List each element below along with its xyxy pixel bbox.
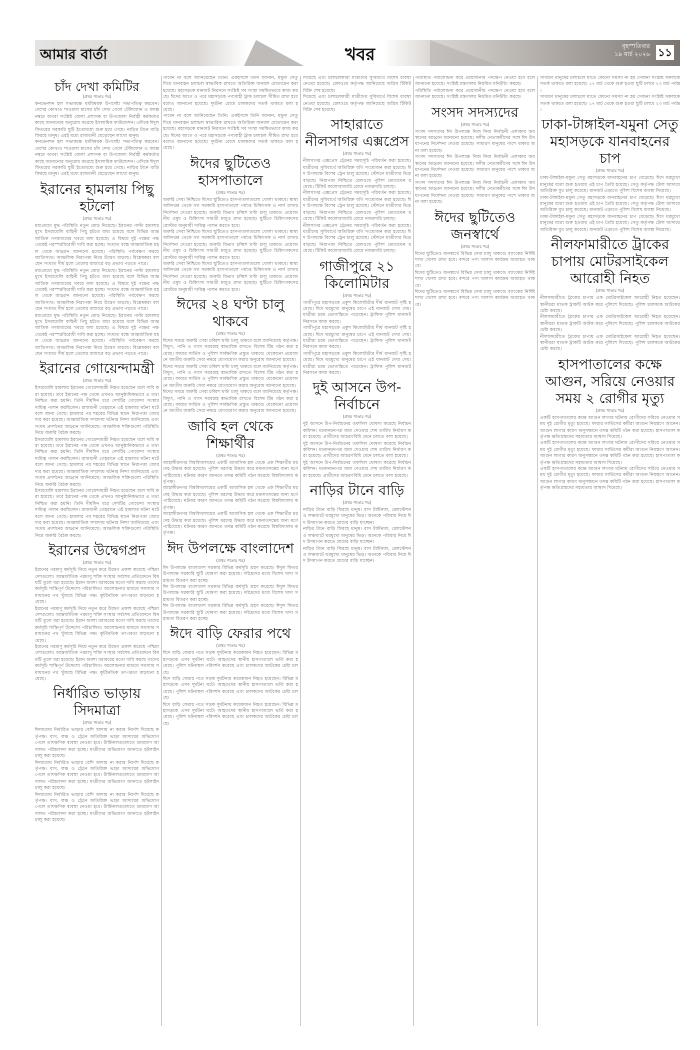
article-headline[interactable]: নাড়ির টানে বাড়ি [309, 483, 405, 500]
article-body: ঈদে বাড়ি ফেরার পথে সড়ক দুর্ঘটনায় কয়েকজন নিহত হয়েছেন। বিভিন্ন মহাসড়কে এসব দুর্ঘটনা ঘটে। আহতদের স্থানীয় হাসপাতালে ভর্তি করা হয়েছে। পুলিশ ঘটনাস্থল পরিদর্শন করেছে এবং চালকদের আটকের চেষ্টা চলছে। [163, 702, 298, 727]
continuation-tag: (প্রথম পাতার পর) [82, 94, 112, 99]
column-divider [161, 76, 162, 1026]
continuation-tag: (প্রথম পাতার পর) [460, 121, 490, 127]
masthead-decoration [430, 40, 500, 66]
article-body: ঢাকা-টাঙ্গাইল-যমুনা সেতু মহাসড়কে যানবাহনের চাপ বেড়েছে। ঈদে ঘরমুখো মানুষের যাত্রা শুরু হওয়ায় এই চাপ তৈরি হয়েছে। সেতু কর্তৃপক্ষ টোল আদায়ে অতিরিক্ত বুথ চালু করেছে। যানজট এড়াতে পুলিশ বিশেষ ব্যবস্থা নিয়েছে। [540, 195, 680, 214]
issue-date-text: ১৯ মার্চ ২০২৬ [614, 51, 650, 58]
article-headline[interactable]: ঈদের ২৪ ঘণ্টা চালু থাকবে [176, 296, 285, 330]
article-body: ঈদের সময়ে জরুরি সেবা চব্বিশ ঘণ্টা চালু থাকবে বলে জানিয়েছে কর্তৃপক্ষ। বিদ্যুৎ, পানি ও গ্যাস সরবরাহ স্বাভাবিক রাখতে বিশেষ টিম গঠন করা হয়েছে। ফায়ার সার্ভিস ও পুলিশ সার্বক্ষণিক প্রস্তুত থাকবে। যেকোনো প্রয়োজনে জাতীয় জরুরি সেবা নম্বরে যোগাযোগ করার অনুরোধ জানানো হয়েছে। [163, 338, 298, 364]
article-body: ঢাকা-টাঙ্গাইল-যমুনা সেতু মহাসড়কে যানবাহনের চাপ বেড়েছে। ঈদে ঘরমুখো মানুষের যাত্রা শুরু হওয়ায় এই চাপ তৈরি হয়েছে। সেতু কর্তৃপক্ষ টোল আদায়ে অতিরিক্ত বুথ চালু করেছে। যানজট এড়াতে পুলিশ বিশেষ ব্যবস্থা নিয়েছে। [540, 214, 680, 233]
article-body: ঈদে বাড়ি ফেরার পথে সড়ক দুর্ঘটনায় কয়েকজন নিহত হয়েছেন। বিভিন্ন মহাসড়কে এসব দুর্ঘটনা ঘটে। আহতদের স্থানীয় হাসপাতালে ভর্তি করা হয়েছে। পুলিশ ঘটনাস্থল পরিদর্শন করেছে এবং চালকদের আটকের চেষ্টা চলছে। [163, 677, 298, 702]
article-body: নাড়ির টানে বাড়ি ফিরছে মানুষ। বাস টার্মিনাল, রেলস্টেশন ও লঞ্চঘাটে ঘরমুখো মানুষের ভিড়। অনেকে পরিবার নিয়ে ঈদ উদযাপন করতে গ্রামের বাড়ি যাচ্ছেন। [303, 527, 411, 546]
article [303, 76, 411, 114]
article-body: দিয়েছে এবং চলাচলকারী যাত্রীদের সুবিধার্থে বিশেষ ব্যবস্থা নেওয়া হয়েছে। রেলওয়ে কর্তৃপক্ষ জানিয়েছে অগ্রিম টিকিট বিক্রি শেষ হয়েছে। [303, 76, 411, 94]
article [35, 79, 159, 179]
article-body: ইসরায়েলি হামলায় ইরানের গোয়েন্দামন্ত্রী নিহত হয়েছেন বলে দাবি করা হয়েছে। তবে ইরানের পক্ষ থেকে এখনও আনুষ্ঠানিকভাবে এ তথ্য নিশ্চিত করা হয়নি। তিনি দীর্ঘদিন ধরে দেশটির গোয়েন্দা সংস্থার দায়িত্ব পালন করছিলেন। রাজধানী তেহরানে এই হামলার ঘটনা ঘটে বলে জানা গেছে। হামলার পর শহরের বিভিন্ন স্থানে নিরাপত্তা জোরদার করা হয়েছে। আন্তর্জাতিক সম্প্রদায় ঘটনার নিন্দা জানিয়েছে এবং সংযম প্রদর্শনের আহ্বান জানিয়েছে। আঞ্চলিক শক্তিগুলো পরিস্থিতি নিয়ে জরুরি বৈঠক করছে। [35, 386, 159, 437]
article-body: ঢাকা-টাঙ্গাইল-যমুনা সেতু মহাসড়কে যানবাহনের চাপ বেড়েছে। ঈদে ঘরমুখো মানুষের যাত্রা শুরু হওয়ায় এই চাপ তৈরি হয়েছে। সেতু কর্তৃপক্ষ টোল আদায়ে অতিরিক্ত বুথ চালু করেছে। যানজট এড়াতে পুলিশ বিশেষ ব্যবস্থা নিয়েছে। [540, 176, 680, 195]
article-body: সংসদ সদস্যদের ঈদ উপলক্ষে নিজ নিজ নির্বাচনী এলাকায় অবস্থানের আহ্বান জানানো হয়েছে। দলীয় নেতাকর্মীদের সঙ্গে ঈদ উদযাপনের নির্দেশনা দেওয়া হয়েছে। সাধারণ মানুষের পাশে থাকার জন্য বলা হয়েছে। [415, 180, 535, 206]
article-body: ঈদের ছুটিতেও জনস্বার্থে বিভিন্ন সেবা চালু থাকবে। ব্যাংকের নির্দিষ্ট শাখা খোলা রাখা হবে। বন্দরে পণ্য খালাস কার্যক্রম অব্যাহত থাকবে। [415, 289, 535, 308]
masthead [35, 40, 680, 66]
newspaper-page [35, 40, 680, 1030]
article [35, 543, 159, 683]
article-body: নীলফামারীতে ট্রাকের চাপায় এক মোটরসাইকেল আরোহী নিহত হয়েছেন। স্থানীয়রা ঘাতক ট্রাকটি আটক করে পুলিশে দিয়েছে। পুলিশ চালককে আটকের চেষ্টা করছে। [540, 334, 680, 353]
article-headline[interactable]: সাহারাতে নীলসাগর এক্সপ্রেস [305, 117, 409, 151]
article [163, 626, 298, 728]
article-body: নীলসাগর এক্সপ্রেস ট্রেনের সময়সূচি পরিবর্তন করা হয়েছে। যাত্রীদের সুবিধার্থে অতিরিক্ত বগি সংযোজন করা হয়েছে। ঈদ উপলক্ষে বিশেষ ট্রেন চালু রয়েছে। স্টেশনে যাত্রীদের ভিড় বাড়ছে। নিরাপত্তা নিশ্চিতে রেলওয়ে পুলিশ মোতায়েন রয়েছে। টিকিট কালোবাজারি রোধে নজরদারি চলছে। [303, 191, 411, 223]
continuation-tag: (প্রথম পাতার পর) [216, 557, 245, 563]
article-body: দুই আসনে উপ-নির্বাচনের তফসিল ঘোষণা করেছে নির্বাচন কমিশন। মনোনয়নপত্র জমা দেওয়ার শেষ তারিখ নির্ধারণ করা হয়েছে। প্রার্থীদের আচরণবিধি মেনে চলতে বলা হয়েছে। [303, 422, 411, 441]
article-body: ঈদযাত্রায় নির্ধারিত ভাড়ার বেশি আদায় না করার নির্দেশ দিয়েছে কর্তৃপক্ষ। বাস, লঞ্চ ও ট্রেনে অতিরিক্ত ভাড়া আদায়ের অভিযোগ পেলে তাৎক্ষণিক ব্যবস্থা নেওয়া হবে। টার্মিনালগুলোতে ভ্রাম্যমাণ আদালত পরিচালনা করা হচ্ছে। যাত্রীদের অভিযোগ জানাতে হটলাইন চালু করা হয়েছে। [35, 792, 159, 824]
article-headline[interactable]: সংসদ সদস্যদের [431, 104, 519, 121]
article-body: ইরানের পরমাণু কর্মসূচি নিয়ে নতুন করে উদ্বেগ প্রকাশ করেছে পশ্চিমা দেশগুলো। আন্তর্জাতিক পরমাণু শক্তি সংস্থার সর্বশেষ প্রতিবেদনে বিষয়টি তুলে ধরা হয়েছে। ইরান অবশ্য বরাবরের মতো দাবি করছে তাদের কর্মসূচি শান্তিপূর্ণ উদ্দেশ্যে পরিচালিত। আলোচনার মাধ্যমে সমস্যার সমাধানের পথ খুঁজছে বিভিন্ন পক্ষ। কূটনৈতিক তৎপরতা বাড়ানো হয়েছে। [35, 568, 159, 606]
article-headline[interactable]: জাবি হল থেকে শিক্ষার্থীর [187, 418, 274, 452]
article-body: কনভেনশন হল সভাকক্ষে ধর্মবিষয়ক উপদেষ্টা সভাপতিত্ব করবেন। দেশের কোথাও শাওয়াল মাসের চাঁদ দেখা গেলে টেলিফোন ও ফ্যাক্স নম্বরে অথবা সংশ্লিষ্ট জেলা প্রশাসক বা উপজেলা নির্বাহী কর্মকর্তার কাছে জানানোর অনুরোধ করেছে ইসলামিক ফাউন্ডেশন। এদিকে ঈদুল ফিতরের সরকারি ছুটি ইতোমধ্যে শুরু হয়ে গেছে। নাড়ির টানে বাড়ি ফিরছে মানুষ। এরই মধ্যে রাজধানী ছেড়েছেন লাখো মানুষ। [35, 140, 159, 178]
article-body: নাড়ির টানে বাড়ি ফিরছে মানুষ। বাস টার্মিনাল, রেলস্টেশন ও লঞ্চঘাটে ঘরমুখো মানুষের ভিড়। অনেকে পরিবার নিয়ে ঈদ উদযাপন করতে গ্রামের বাড়ি যাচ্ছেন। [303, 546, 411, 565]
article-headline[interactable]: ঈদে বাড়ি ফেরার পথে [170, 626, 291, 643]
column-divider [413, 76, 414, 1026]
article [303, 259, 411, 378]
article [415, 210, 535, 310]
article-body: মধ্যপ্রাচ্যে যুদ্ধ পরিস্থিতি নতুন মোড় নিয়েছে। ইরানের পাল্টা হামলার মুখে ইসরায়েলি বাহিনী পিছু হটতে বাধ্য হয়েছে বলে বিভিন্ন আন্তর্জাতিক গণমাধ্যমের খবরে বলা হয়েছে। এ বিষয়ে দুই পক্ষের পক্ষ থেকেই পরস্পরবিরোধী দাবি করা হচ্ছে। সংঘাত বন্ধে আন্তর্জাতিক মহল থেকে আহ্বান জানানো হয়েছে। পরিস্থিতি পর্যবেক্ষণ করছে জাতিসংঘ। আঞ্চলিক নিরাপত্তা নিয়ে উদ্বেগ বাড়ছে। বিশ্লেষকরা বলছেন সংঘাত দীর্ঘ হলে তেলের বাজারে বড় প্রভাব পড়তে পারে। [35, 268, 159, 313]
article-body: জাহাঙ্গীরনগর বিশ্ববিদ্যালয়ের একটি আবাসিক হল থেকে এক শিক্ষার্থীর মরদেহ উদ্ধার করা হয়েছে। পুলিশ মরদেহ উদ্ধার করে ময়নাতদন্তের জন্য মর্গে পাঠিয়েছে। ঘটনার কারণ জানতে তদন্ত কমিটি গঠন করেছে বিশ্ববিদ্যালয় কর্তৃপক্ষ। [163, 512, 298, 537]
continuation-tag: (প্রথম পাতার পর) [595, 168, 625, 174]
continuation-tag: (প্রথম পাতার পর) [342, 151, 372, 157]
article [35, 361, 159, 540]
page-number: ১১ [657, 46, 673, 59]
continuation-tag: (প্রথম পাতার পর) [595, 288, 625, 294]
article-headline[interactable]: ঢাকা-টাঙ্গাইল-যমুনা সেতু মহাসড়কে যানবাহনের চাপ [541, 117, 679, 168]
article-body: ঈদের ছুটিতেও জনস্বার্থে বিভিন্ন সেবা চালু থাকবে। ব্যাংকের নির্দিষ্ট শাখা খোলা রাখা হবে। বন্দরে পণ্য খালাস কার্যক্রম অব্যাহত থাকবে। [415, 270, 535, 289]
continuation-tag: (প্রথম পাতার পর) [82, 560, 112, 566]
article-body: একটি হাসপাতালের কক্ষে আগুন লাগার ঘটনায় রোগীদের সরিয়ে নেওয়ার সময় দুই রোগীর মৃত্যু হয়েছে। ফায়ার সার্ভিসের কর্মীরা আগুন নিয়ন্ত্রণে আনেন। আগুন লাগার কারণ অনুসন্ধানে তদন্ত কমিটি গঠন করা হয়েছে। হাসপাতাল কর্তৃপক্ষ ক্ষতিগ্রস্তদের সহায়তার আশ্বাস দিয়েছে। [540, 467, 680, 492]
article-headline[interactable]: ঈদের ছুটিতেও জনস্বার্থে [434, 209, 516, 243]
article-headline[interactable]: ইরানের উদ্বেগপ্রদ [48, 543, 146, 560]
article [415, 105, 535, 207]
article [540, 357, 680, 493]
column-divider [537, 76, 538, 1026]
article-body: একটি হাসপাতালের কক্ষে আগুন লাগার ঘটনায় রোগীদের সরিয়ে নেওয়ার সময় দুই রোগীর মৃত্যু হয়েছে। ফায়ার সার্ভিসের কর্মীরা আগুন নিয়ন্ত্রণে আনেন। আগুন লাগার কারণ অনুসন্ধানে তদন্ত কমিটি গঠন করা হয়েছে। হাসপাতাল কর্তৃপক্ষ ক্ষতিগ্রস্তদের সহায়তার আশ্বাস দিয়েছে। [540, 441, 680, 466]
article-body: ঈদ উপলক্ষে বাংলাদেশ সরকার বিভিন্ন কর্মসূচি গ্রহণ করেছে। ঈদুল ফিতর উপলক্ষে সরকারি ছুটি ঘোষণা করা হয়েছে। দরিদ্রদের মধ্যে বিশেষ খাদ্য সহায়তা বিতরণ করা হচ্ছে। [163, 565, 298, 584]
article [163, 297, 298, 416]
article-body: পরিস্থিতি পর্যালোচনা করে প্রয়োজনীয় পদক্ষেপ নেওয়া হবে বলে জানানো হয়েছে। সংশ্লিষ্ট মন্ত্রণালয় নিয়মিত মনিটরিং করছে। [415, 88, 535, 101]
article-body: গাজীপুরে মহাসড়কে একুশ কিলোমিটার দীর্ঘ যানজট সৃষ্টি হয়েছে। ঈদে ঘরমুখো মানুষের চাপে এই যানজট দেখা দেয়। যাত্রীরা চরম ভোগান্তিতে পড়েছেন। ট্রাফিক পুলিশ যানজট নিরসনে কাজ করছে। [303, 351, 411, 376]
column-2 [163, 76, 298, 1026]
section-title: খবর [345, 45, 375, 65]
article-body: ঈদের সময়ে জরুরি সেবা চব্বিশ ঘণ্টা চালু থাকবে বলে জানিয়েছে কর্তৃপক্ষ। বিদ্যুৎ, পানি ও গ্যাস সরবরাহ স্বাভাবিক রাখতে বিশেষ টিম গঠন করা হয়েছে। ফায়ার সার্ভিস ও পুলিশ সার্বক্ষণিক প্রস্তুত থাকবে। যেকোনো প্রয়োজনে জাতীয় জরুরি সেবা নম্বরে যোগাযোগ করার অনুরোধ জানানো হয়েছে। [163, 364, 298, 389]
article-headline[interactable]: চাঁদ দেখা কমিটির [54, 79, 140, 94]
article-body: ইরানের পরমাণু কর্মসূচি নিয়ে নতুন করে উদ্বেগ প্রকাশ করেছে পশ্চিমা দেশগুলো। আন্তর্জাতিক পরমাণু শক্তি সংস্থার সর্বশেষ প্রতিবেদনে বিষয়টি তুলে ধরা হয়েছে। ইরান অবশ্য বরাবরের মতো দাবি করছে তাদের কর্মসূচি শান্তিপূর্ণ উদ্দেশ্যে পরিচালিত। আলোচনার মাধ্যমে সমস্যার সমাধানের পথ খুঁজছে বিভিন্ন পক্ষ। কূটনৈতিক তৎপরতা বাড়ানো হয়েছে। [35, 645, 159, 683]
article-body: ঈদযাত্রায় নির্ধারিত ভাড়ার বেশি আদায় না করার নির্দেশ দিয়েছে কর্তৃপক্ষ। বাস, লঞ্চ ও ট্রেনে অতিরিক্ত ভাড়া আদায়ের অভিযোগ পেলে তাৎক্ষণিক ব্যবস্থা নেওয়া হবে। টার্মিনালগুলোতে ভ্রাম্যমাণ আদালত পরিচালনা করা হচ্ছে। যাত্রীদের অভিযোগ জানাতে হটলাইন চালু করা হয়েছে। [35, 760, 159, 792]
article-headline[interactable]: দুই আসনে উপ-নির্বাচনে [312, 380, 402, 414]
article-body: সাধারণ মানুষের চলাচলে যাতে কোনো সমস্যা না হয় সেজন্য সংশ্লিষ্ট সকলকে সতর্ক থাকতে বলা হয়েছে। ১৭ মার্চ থেকে শুরু হওয়া ছুটি চলবে ২৩ মার্চ পর্যন্ত। [540, 95, 680, 114]
article-headline[interactable]: ঈদ উপলক্ষে বাংলাদেশ [167, 540, 294, 557]
continuation-tag: (প্রথম পাতার পর) [216, 189, 245, 195]
article-body: নীলসাগর এক্সপ্রেস ট্রেনের সময়সূচি পরিবর্তন করা হয়েছে। যাত্রীদের সুবিধার্থে অতিরিক্ত বগি সংযোজন করা হয়েছে। ঈদ উপলক্ষে বিশেষ ট্রেন চালু রয়েছে। স্টেশনে যাত্রীদের ভিড় বাড়ছে। নিরাপত্তা নিশ্চিতে রেলওয়ে পুলিশ মোতায়েন রয়েছে। টিকিট কালোবাজারি রোধে নজরদারি চলছে। [303, 159, 411, 191]
column-4 [415, 76, 535, 1026]
issue-day: বৃহস্পতিবার [622, 43, 650, 50]
article-body: ইসরায়েলি হামলায় ইরানের গোয়েন্দামন্ত্রী নিহত হয়েছেন বলে দাবি করা হয়েছে। তবে ইরানের পক্ষ থেকে এখনও আনুষ্ঠানিকভাবে এ তথ্য নিশ্চিত করা হয়নি। তিনি দীর্ঘদিন ধরে দেশটির গোয়েন্দা সংস্থার দায়িত্ব পালন করছিলেন। রাজধানী তেহরানে এই হামলার ঘটনা ঘটে বলে জানা গেছে। হামলার পর শহরের বিভিন্ন স্থানে নিরাপত্তা জোরদার করা হয়েছে। আন্তর্জাতিক সম্প্রদায় ঘটনার নিন্দা জানিয়েছে এবং সংযম প্রদর্শনের আহ্বান জানিয়েছে। আঞ্চলিক শক্তিগুলো পরিস্থিতি নিয়ে জরুরি বৈঠক করছে। [35, 488, 159, 539]
article [163, 541, 298, 624]
article-body: জরুরি সেবা নিশ্চিতে ঈদের ছুটিতেও হাসপাতালগুলো খোলা থাকবে। স্বাস্থ্য অধিদপ্তর থেকে সব সরকারি হাসপাতালে পর্যাপ্ত চিকিৎসক ও নার্স রাখার নির্দেশনা দেওয়া হয়েছে। জরুরি বিভাগ চব্বিশ ঘণ্টা চালু থাকবে। প্রয়োজনীয় ওষুধ ও চিকিৎসা সামগ্রী মজুত রাখা হয়েছে। ছুটিতে চিকিৎসকদের রোস্টার অনুযায়ী দায়িত্ব পালন করতে হবে। [163, 229, 298, 261]
article-body: সংসদ সদস্যদের ঈদ উপলক্ষে নিজ নিজ নির্বাচনী এলাকায় অবস্থানের আহ্বান জানানো হয়েছে। দলীয় নেতাকর্মীদের সঙ্গে ঈদ উদযাপনের নির্দেশনা দেওয়া হয়েছে। সাধারণ মানুষের পাশে থাকার জন্য বলা হয়েছে। [415, 129, 535, 154]
article [540, 237, 680, 354]
article [303, 380, 411, 480]
article-headline[interactable]: হাসপাতালের কক্ষে আগুন, সরিয়ে নেওয়ার সময় ২ রোগীর মৃত্যু [545, 356, 675, 407]
article-body: জরুরি সেবা নিশ্চিতে ঈদের ছুটিতেও হাসপাতালগুলো খোলা থাকবে। স্বাস্থ্য অধিদপ্তর থেকে সব সরকারি হাসপাতালে পর্যাপ্ত চিকিৎসক ও নার্স রাখার নির্দেশনা দেওয়া হয়েছে। জরুরি বিভাগ চব্বিশ ঘণ্টা চালু থাকবে। প্রয়োজনীয় ওষুধ ও চিকিৎসা সামগ্রী মজুত রাখা হয়েছে। ছুটিতে চিকিৎসকদের রোস্টার অনুযায়ী দায়িত্ব পালন করতে হবে। [163, 197, 298, 229]
article [540, 76, 680, 114]
article-body: কনভেনশন হল সভাকক্ষে ধর্মবিষয়ক উপদেষ্টা সভাপতিত্ব করবেন। দেশের কোথাও শাওয়াল মাসের চাঁদ দেখা গেলে টেলিফোন ও ফ্যাক্স নম্বরে অথবা সংশ্লিষ্ট জেলা প্রশাসক বা উপজেলা নির্বাহী কর্মকর্তার কাছে জানানোর অনুরোধ করেছে ইসলামিক ফাউন্ডেশন। এদিকে ঈদুল ফিতরের সরকারি ছুটি ইতোমধ্যে শুরু হয়ে গেছে। নাড়ির টানে বাড়ি ফিরছে মানুষ। এরই মধ্যে রাজধানী ছেড়েছেন লাখো মানুষ। [35, 102, 159, 140]
article [163, 156, 298, 294]
article [163, 76, 298, 153]
article [303, 117, 411, 255]
article-body: ঈদে বাড়ি ফেরার পথে সড়ক দুর্ঘটনায় কয়েকজন নিহত হয়েছেন। বিভিন্ন মহাসড়কে এসব দুর্ঘটনা ঘটে। আহতদের স্থানীয় হাসপাতালে ভর্তি করা হয়েছে। পুলিশ ঘটনাস্থল পরিদর্শন করেছে এবং চালকদের আটকের চেষ্টা চলছে। [163, 651, 298, 676]
article-headline[interactable]: গাজীপুরে ২১ কিলোমিটার [319, 258, 395, 292]
article-body: একটি হাসপাতালের কক্ষে আগুন লাগার ঘটনায় রোগীদের সরিয়ে নেওয়ার সময় দুই রোগীর মৃত্যু হয়েছে। ফায়ার সার্ভিসের কর্মীরা আগুন নিয়ন্ত্রণে আনেন। আগুন লাগার কারণ অনুসন্ধানে তদন্ত কমিটি গঠন করা হয়েছে। হাসপাতাল কর্তৃপক্ষ ক্ষতিগ্রস্তদের সহায়তার আশ্বাস দিয়েছে। [540, 415, 680, 440]
article-body: গাজীপুরে মহাসড়কে একুশ কিলোমিটার দীর্ঘ যানজট সৃষ্টি হয়েছে। ঈদে ঘরমুখো মানুষের চাপে এই যানজট দেখা দেয়। যাত্রীরা চরম ভোগান্তিতে পড়েছেন। ট্রাফিক পুলিশ যানজট নিরসনে কাজ করছে। [303, 300, 411, 325]
paper-logo: আমার বার্তা [40, 47, 108, 63]
column-3 [303, 76, 411, 1026]
continuation-tag: (প্রথম পাতার পর) [82, 215, 112, 221]
article-body: নাড়ির টানে বাড়ি ফিরছে মানুষ। বাস টার্মিনাল, রেলস্টেশন ও লঞ্চঘাটে ঘরমুখো মানুষের ভিড়। অনেকে পরিবার নিয়ে ঈদ উদযাপন করতে গ্রামের বাড়ি যাচ্ছেন। [303, 508, 411, 526]
article-body: ঈদ উপলক্ষে বাংলাদেশ সরকার বিভিন্ন কর্মসূচি গ্রহণ করেছে। ঈদুল ফিতর উপলক্ষে সরকারি ছুটি ঘোষণা করা হয়েছে। দরিদ্রদের মধ্যে বিশেষ খাদ্য সহায়তা বিতরণ করা হচ্ছে। [163, 584, 298, 603]
continuation-tag: (প্রথম পাতার পর) [342, 292, 372, 298]
article [163, 419, 298, 538]
article [35, 686, 159, 824]
article-body: সাধারণ মানুষের চলাচলে যাতে কোনো সমস্যা না হয় সেজন্য সংশ্লিষ্ট সকলকে সতর্ক থাকতে বলা হয়েছে। ১৭ মার্চ থেকে শুরু হওয়া ছুটি চলবে ২৩ মার্চ পর্যন্ত। [540, 76, 680, 94]
article-body: মধ্যপ্রাচ্যে যুদ্ধ পরিস্থিতি নতুন মোড় নিয়েছে। ইরানের পাল্টা হামলার মুখে ইসরায়েলি বাহিনী পিছু হটতে বাধ্য হয়েছে বলে বিভিন্ন আন্তর্জাতিক গণমাধ্যমের খবরে বলা হয়েছে। এ বিষয়ে দুই পক্ষের পক্ষ থেকেই পরস্পরবিরোধী দাবি করা হচ্ছে। সংঘাত বন্ধে আন্তর্জাতিক মহল থেকে আহ্বান জানানো হয়েছে। পরিস্থিতি পর্যবেক্ষণ করছে জাতিসংঘ। আঞ্চলিক নিরাপত্তা নিয়ে উদ্বেগ বাড়ছে। বিশ্লেষকরা বলছেন সংঘাত দীর্ঘ হলে তেলের বাজারে বড় প্রভাব পড়তে পারে। [35, 313, 159, 357]
column-5 [540, 76, 680, 1026]
article-body: ইসরায়েলি হামলায় ইরানের গোয়েন্দামন্ত্রী নিহত হয়েছেন বলে দাবি করা হয়েছে। তবে ইরানের পক্ষ থেকে এখনও আনুষ্ঠানিকভাবে এ তথ্য নিশ্চিত করা হয়নি। তিনি দীর্ঘদিন ধরে দেশটির গোয়েন্দা সংস্থার দায়িত্ব পালন করছিলেন। রাজধানী তেহরানে এই হামলার ঘটনা ঘটে বলে জানা গেছে। হামলার পর শহরের বিভিন্ন স্থানে নিরাপত্তা জোরদার করা হয়েছে। আন্তর্জাতিক সম্প্রদায় ঘটনার নিন্দা জানিয়েছে এবং সংযম প্রদর্শনের আহ্বান জানিয়েছে। আঞ্চলিক শক্তিগুলো পরিস্থিতি নিয়ে জরুরি বৈঠক করছে। [35, 437, 159, 488]
continuation-tag: (প্রথম পাতার পর) [342, 500, 372, 506]
article [540, 117, 680, 234]
article-body: ঈদের ছুটিতেও জনস্বার্থে বিভিন্ন সেবা চালু থাকবে। ব্যাংকের নির্দিষ্ট শাখা খোলা রাখা হবে। বন্দরে পণ্য খালাস কার্যক্রম অব্যাহত থাকবে। [415, 251, 535, 270]
article-body: জরুরি সেবা নিশ্চিতে ঈদের ছুটিতেও হাসপাতালগুলো খোলা থাকবে। স্বাস্থ্য অধিদপ্তর থেকে সব সরকারি হাসপাতালে পর্যাপ্ত চিকিৎসক ও নার্স রাখার নির্দেশনা দেওয়া হয়েছে। জরুরি বিভাগ চব্বিশ ঘণ্টা চালু থাকবে। প্রয়োজনীয় ওষুধ ও চিকিৎসা সামগ্রী মজুত রাখা হয়েছে। ছুটিতে চিকিৎসকদের রোস্টার অনুযায়ী দায়িত্ব পালন করতে হবে। [163, 261, 298, 293]
article-headline[interactable]: নীলফামারীতে ট্রাকের চাপায় মোটরসাইকেল আরোহী নিহত [550, 237, 670, 288]
article-body: ইরানের পরমাণু কর্মসূচি নিয়ে নতুন করে উদ্বেগ প্রকাশ করেছে পশ্চিমা দেশগুলো। আন্তর্জাতিক পরমাণু শক্তি সংস্থার সর্বশেষ প্রতিবেদনে বিষয়টি তুলে ধরা হয়েছে। ইরান অবশ্য বরাবরের মতো দাবি করছে তাদের কর্মসূচি শান্তিপূর্ণ উদ্দেশ্যে পরিচালিত। আলোচনার মাধ্যমে সমস্যার সমাধানের পথ খুঁজছে বিভিন্ন পক্ষ। কূটনৈতিক তৎপরতা বাড়ানো হয়েছে। [35, 606, 159, 644]
article-headline[interactable]: ইরানের গোয়েন্দামন্ত্রী [39, 361, 155, 378]
continuation-tag: (প্রথম পাতার পর) [595, 407, 625, 413]
column-1 [35, 76, 159, 1026]
article-body: নীলসাগর এক্সপ্রেস ট্রেনের সময়সূচি পরিবর্তন করা হয়েছে। যাত্রীদের সুবিধার্থে অতিরিক্ত বগি সংযোজন করা হয়েছে। ঈদ উপলক্ষে বিশেষ ট্রেন চালু রয়েছে। স্টেশনে যাত্রীদের ভিড় বাড়ছে। নিরাপত্তা নিশ্চিতে রেলওয়ে পুলিশ মোতায়েন রয়েছে। টিকিট কালোবাজারি রোধে নজরদারি চলছে। [303, 223, 411, 255]
continuation-tag: (প্রথম পাতার পর) [342, 414, 372, 420]
column-divider [300, 76, 301, 1026]
article-headline[interactable]: ঈদের ছুটিতেও হাসপাতালে [190, 155, 271, 189]
article-body: গাজীপুরে মহাসড়কে একুশ কিলোমিটার দীর্ঘ যানজট সৃষ্টি হয়েছে। ঈদে ঘরমুখো মানুষের চাপে এই যানজট দেখা দেয়। যাত্রীরা চরম ভোগান্তিতে পড়েছেন। ট্রাফিক পুলিশ যানজট নিরসনে কাজ করছে। [303, 326, 411, 351]
article-headline[interactable]: নির্ধারিত ভাড়ায় সিদমাত্রা [53, 686, 141, 720]
article [415, 76, 535, 102]
continuation-tag: (প্রথম পাতার পর) [216, 452, 245, 458]
continuation-tag: (প্রথম পাতার পর) [82, 720, 112, 726]
continuation-tag: (প্রথম পাতার পর) [216, 330, 245, 336]
article-body: পাবেন না বলে জানিয়েছেন তিনি। একইসঙ্গে তিনি জানান, যমুনা সেতু দিয়ে যানবাহন চলাচল স্বাভাবিক রাখতে অতিরিক্ত জনবল মোতায়েন করা হয়েছে। মহাসড়কে যানজট নিরসনে সংশ্লিষ্ট সব সংস্থা সমন্বিতভাবে কাজ করছে। ঈদের আগে ও পরে মহাসড়কে পণ্যবাহী ট্রাক চলাচল সীমিত রাখা হবে বলেও জানানো হয়েছে। দুর্ঘটনা রোধে চালকদের সতর্ক থাকতে বলা হয়েছে। [163, 114, 298, 152]
article-body: নীলফামারীতে ট্রাকের চাপায় এক মোটরসাইকেল আরোহী নিহত হয়েছেন। স্থানীয়রা ঘাতক ট্রাকটি আটক করে পুলিশে দিয়েছে। পুলিশ চালককে আটকের চেষ্টা করছে। [540, 296, 680, 314]
article-body: ঈদ উপলক্ষে বাংলাদেশ সরকার বিভিন্ন কর্মসূচি গ্রহণ করেছে। ঈদুল ফিতর উপলক্ষে সরকারি ছুটি ঘোষণা করা হয়েছে। দরিদ্রদের মধ্যে বিশেষ খাদ্য সহায়তা বিতরণ করা হচ্ছে। [163, 604, 298, 622]
article-body: দিয়েছে এবং চলাচলকারী যাত্রীদের সুবিধার্থে বিশেষ ব্যবস্থা নেওয়া হয়েছে। রেলওয়ে কর্তৃপক্ষ জানিয়েছে অগ্রিম টিকিট বিক্রি শেষ হয়েছে। [303, 95, 411, 114]
article [303, 483, 411, 566]
article-body: মধ্যপ্রাচ্যে যুদ্ধ পরিস্থিতি নতুন মোড় নিয়েছে। ইরানের পাল্টা হামলার মুখে ইসরায়েলি বাহিনী পিছু হটতে বাধ্য হয়েছে বলে বিভিন্ন আন্তর্জাতিক গণমাধ্যমের খবরে বলা হয়েছে। এ বিষয়ে দুই পক্ষের পক্ষ থেকেই পরস্পরবিরোধী দাবি করা হচ্ছে। সংঘাত বন্ধে আন্তর্জাতিক মহল থেকে আহ্বান জানানো হয়েছে। পরিস্থিতি পর্যবেক্ষণ করছে জাতিসংঘ। আঞ্চলিক নিরাপত্তা নিয়ে উদ্বেগ বাড়ছে। বিশ্লেষকরা বলছেন সংঘাত দীর্ঘ হলে তেলের বাজারে বড় প্রভাব পড়তে পারে। [35, 223, 159, 268]
article-body: জাহাঙ্গীরনগর বিশ্ববিদ্যালয়ের একটি আবাসিক হল থেকে এক শিক্ষার্থীর মরদেহ উদ্ধার করা হয়েছে। পুলিশ মরদেহ উদ্ধার করে ময়নাতদন্তের জন্য মর্গে পাঠিয়েছে। ঘটনার কারণ জানতে তদন্ত কমিটি গঠন করেছে বিশ্ববিদ্যালয় কর্তৃপক্ষ। [163, 486, 298, 511]
article-body: জাহাঙ্গীরনগর বিশ্ববিদ্যালয়ের একটি আবাসিক হল থেকে এক শিক্ষার্থীর মরদেহ উদ্ধার করা হয়েছে। পুলিশ মরদেহ উদ্ধার করে ময়নাতদন্তের জন্য মর্গে পাঠিয়েছে। ঘটনার কারণ জানতে তদন্ত কমিটি গঠন করেছে বিশ্ববিদ্যালয় কর্তৃপক্ষ। [163, 460, 298, 486]
issue-date [614, 43, 650, 59]
article-body: দুই আসনে উপ-নির্বাচনের তফসিল ঘোষণা করেছে নির্বাচন কমিশন। মনোনয়নপত্র জমা দেওয়ার শেষ তারিখ নির্ধারণ করা হয়েছে। প্রার্থীদের আচরণবিধি মেনে চলতে বলা হয়েছে। [303, 460, 411, 479]
article-body: পরিস্থিতি পর্যালোচনা করে প্রয়োজনীয় পদক্ষেপ নেওয়া হবে বলে জানানো হয়েছে। সংশ্লিষ্ট মন্ত্রণালয় নিয়মিত মনিটরিং করছে। [415, 76, 535, 88]
article [35, 182, 159, 359]
continuation-tag: (প্রথম পাতার পর) [460, 243, 490, 249]
continuation-tag: (প্রথম পাতার পর) [216, 643, 245, 649]
article-body: সংসদ সদস্যদের ঈদ উপলক্ষে নিজ নিজ নির্বাচনী এলাকায় অবস্থানের আহ্বান জানানো হয়েছে। দলীয় নেতাকর্মীদের সঙ্গে ঈদ উদযাপনের নির্দেশনা দেওয়া হয়েছে। সাধারণ মানুষের পাশে থাকার জন্য বলা হয়েছে। [415, 155, 535, 180]
article-body: নীলফামারীতে ট্রাকের চাপায় এক মোটরসাইকেল আরোহী নিহত হয়েছেন। স্থানীয়রা ঘাতক ট্রাকটি আটক করে পুলিশে দিয়েছে। পুলিশ চালককে আটকের চেষ্টা করছে। [540, 315, 680, 334]
article-headline[interactable]: ইরানের হামলায় পিছু হটলো [40, 181, 154, 215]
article-body: ঈদের সময়ে জরুরি সেবা চব্বিশ ঘণ্টা চালু থাকবে বলে জানিয়েছে কর্তৃপক্ষ। বিদ্যুৎ, পানি ও গ্যাস সরবরাহ স্বাভাবিক রাখতে বিশেষ টিম গঠন করা হয়েছে। ফায়ার সার্ভিস ও পুলিশ সার্বক্ষণিক প্রস্তুত থাকবে। যেকোনো প্রয়োজনে জাতীয় জরুরি সেবা নম্বরে যোগাযোগ করার অনুরোধ জানানো হয়েছে। [163, 390, 298, 415]
continuation-tag: (প্রথম পাতার পর) [82, 378, 112, 384]
article-body: পাবেন না বলে জানিয়েছেন তিনি। একইসঙ্গে তিনি জানান, যমুনা সেতু দিয়ে যানবাহন চলাচল স্বাভাবিক রাখতে অতিরিক্ত জনবল মোতায়েন করা হয়েছে। মহাসড়কে যানজট নিরসনে সংশ্লিষ্ট সব সংস্থা সমন্বিতভাবে কাজ করছে। ঈদের আগে ও পরে মহাসড়কে পণ্যবাহী ট্রাক চলাচল সীমিত রাখা হবে বলেও জানানো হয়েছে। দুর্ঘটনা রোধে চালকদের সতর্ক থাকতে বলা হয়েছে। [163, 76, 298, 114]
article-body: দুই আসনে উপ-নির্বাচনের তফসিল ঘোষণা করেছে নির্বাচন কমিশন। মনোনয়নপত্র জমা দেওয়ার শেষ তারিখ নির্ধারণ করা হয়েছে। প্রার্থীদের আচরণবিধি মেনে চলতে বলা হয়েছে। [303, 441, 411, 460]
article-body: ঈদযাত্রায় নির্ধারিত ভাড়ার বেশি আদায় না করার নির্দেশ দিয়েছে কর্তৃপক্ষ। বাস, লঞ্চ ও ট্রেনে অতিরিক্ত ভাড়া আদায়ের অভিযোগ পেলে তাৎক্ষণিক ব্যবস্থা নেওয়া হবে। টার্মিনালগুলোতে ভ্রাম্যমাণ আদালত পরিচালনা করা হচ্ছে। যাত্রীদের অভিযোগ জানাতে হটলাইন চালু করা হয়েছে। [35, 728, 159, 760]
masthead-decoration [244, 40, 316, 66]
